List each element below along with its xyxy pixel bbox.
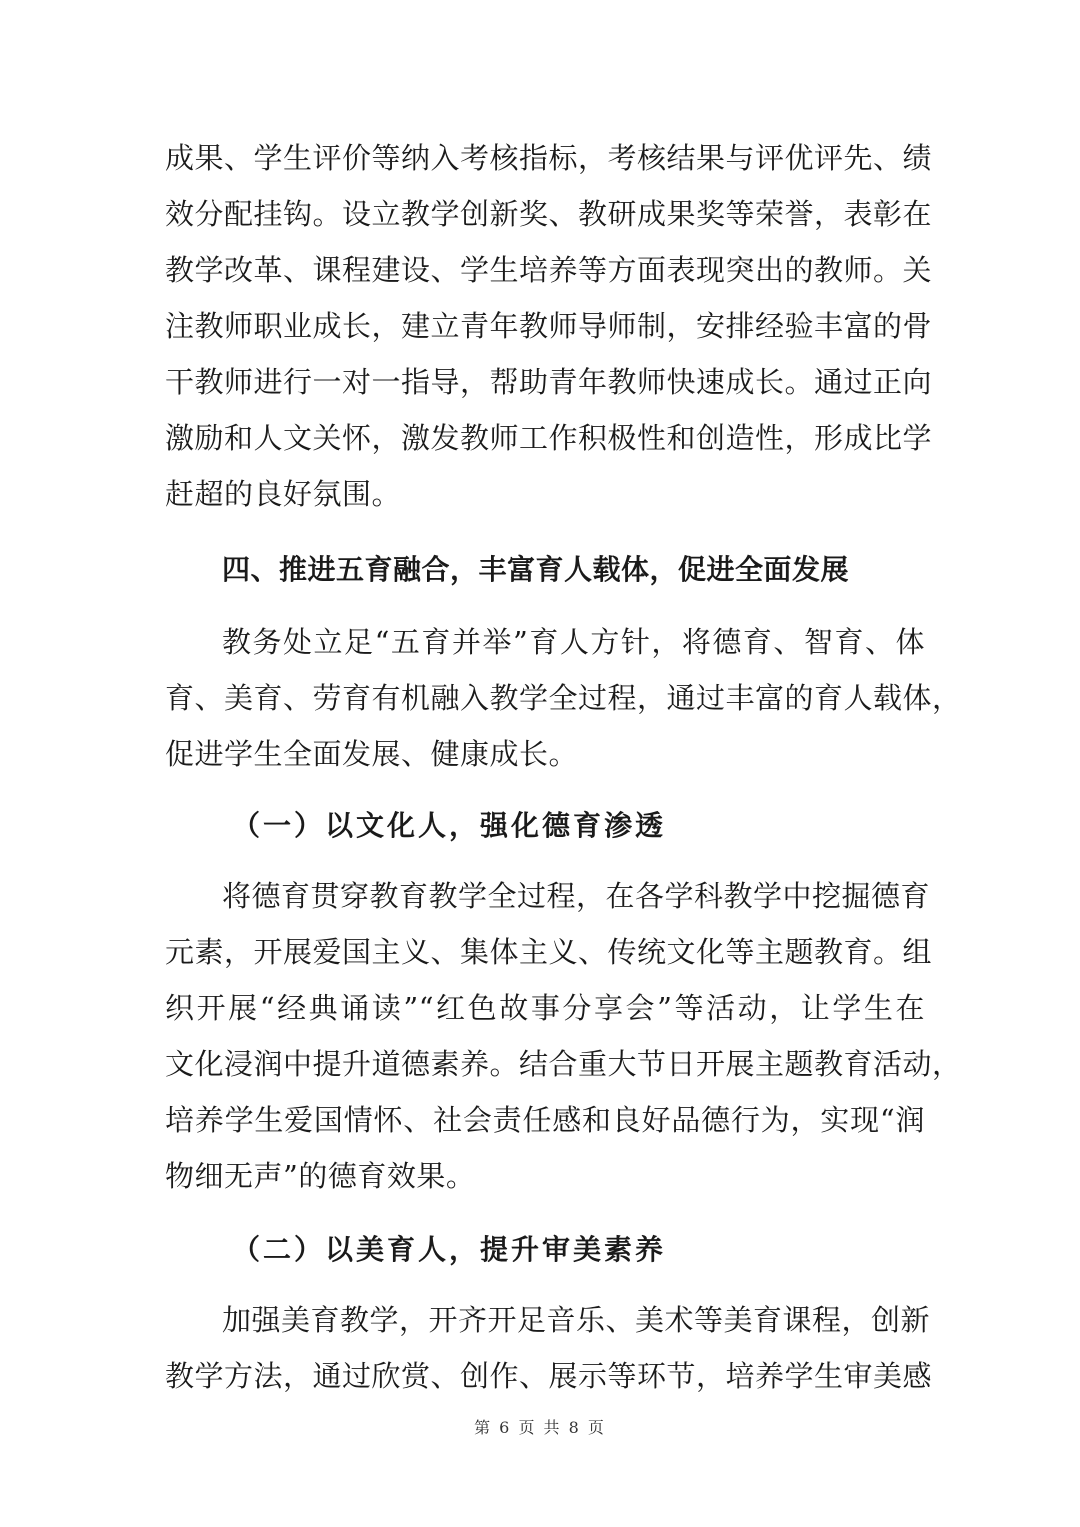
body-text-line: 效分配挂钩。设立教学创新奖、教研成果奖等荣誉，表彰在 — [165, 197, 933, 231]
body-text-line: 教学方法，通过欣赏、创作、展示等环节，培养学生审美感 — [165, 1359, 933, 1393]
body-text-line: 织开展“经典诵读”“红色故事分享会”等活动，让学生在 — [165, 991, 925, 1025]
section-heading: 四、推进五育融合，丰富育人载体，促进全面发展 — [222, 553, 850, 586]
subsection-heading: （一）以文化人，强化德育渗透 — [232, 809, 667, 842]
body-text-line: 成果、学生评价等纳入考核指标，考核结果与评优评先、绩 — [165, 141, 933, 175]
body-text-line: 教务处立足“五育并举”育人方针，将德育、智育、体 — [222, 625, 925, 659]
body-text-line: 育、美育、劳育有机融入教学全过程，通过丰富的育人载体， — [165, 681, 962, 715]
body-text-line: 赶超的良好氛围。 — [165, 477, 402, 511]
body-text-line: 促进学生全面发展、健康成长。 — [165, 737, 579, 771]
body-text-line: 物细无声”的德育效果。 — [165, 1159, 476, 1193]
page-number-footer: 第 6 页 共 8 页 — [474, 1418, 606, 1437]
body-text-line: 元素，开展爱国主义、集体主义、传统文化等主题教育。组 — [165, 935, 933, 969]
body-text-line: 将德育贯穿教育教学全过程，在各学科教学中挖掘德育 — [222, 879, 931, 913]
body-text-line: 培养学生爱国情怀、社会责任感和良好品德行为，实现“润 — [165, 1103, 925, 1137]
body-text-line: 文化浸润中提升道德素养。结合重大节日开展主题教育活动， — [165, 1047, 962, 1081]
subsection-heading: （二）以美育人，提升审美素养 — [232, 1233, 667, 1266]
body-text-line: 教学改革、课程建设、学生培养等方面表现突出的教师。关 — [165, 253, 933, 287]
body-text-line: 激励和人文关怀，激发教师工作积极性和创造性，形成比学 — [165, 421, 933, 455]
body-text-line: 干教师进行一对一指导，帮助青年教师快速成长。通过正向 — [165, 365, 933, 399]
body-text-line: 加强美育教学，开齐开足音乐、美术等美育课程，创新 — [222, 1303, 931, 1337]
body-text-line: 注教师职业成长，建立青年教师导师制，安排经验丰富的骨 — [165, 309, 933, 343]
